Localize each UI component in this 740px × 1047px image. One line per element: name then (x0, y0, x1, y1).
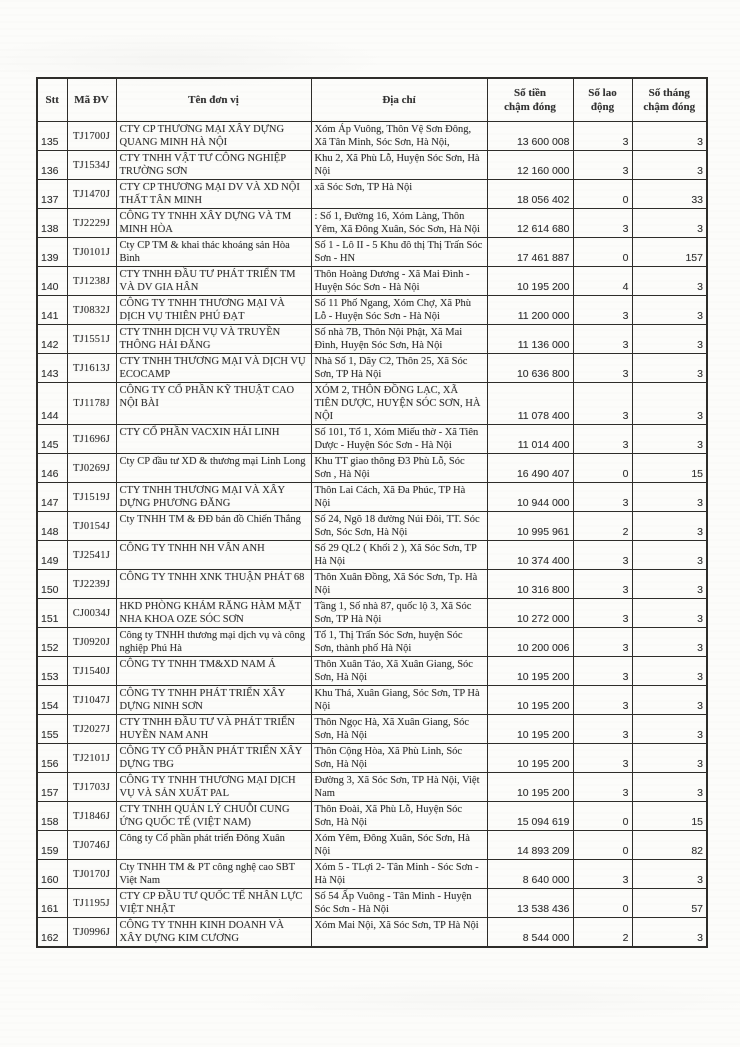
table-row (37, 860, 707, 889)
stt-cell: 160 (37, 860, 67, 889)
unit-code-cell: TJ1540J (67, 657, 116, 686)
address-cell: Thôn Lai Cách, Xã Đa Phúc, TP Hà Nội (311, 483, 487, 512)
address-cell: Thôn Ngọc Hà, Xã Xuân Giang, Sóc Sơn, Hà Nội (311, 715, 487, 744)
table-row (37, 296, 707, 325)
workers-count-cell: 3 (573, 715, 632, 744)
table-row (37, 570, 707, 599)
workers-count-cell: 0 (573, 238, 632, 267)
workers-count-cell: 0 (573, 180, 632, 209)
stt-cell: 139 (37, 238, 67, 267)
table-row (37, 122, 707, 151)
unit-code-cell: TJ2101J (67, 744, 116, 773)
unit-name-cell: CÔNG TY TNHH THƯƠNG MẠI DỊCH VỤ VÀ SẢN XUẤT PAL (116, 773, 311, 802)
address-cell: Tầng 1, Số nhà 87, quốc lộ 3, Xã Sóc Sơn, TP Hà Nội (311, 599, 487, 628)
address-cell: Khu 2, Xã Phù Lỗ, Huyện Sóc Sơn, Hà Nội (311, 151, 487, 180)
workers-count-cell: 3 (573, 599, 632, 628)
stt-cell: 161 (37, 889, 67, 918)
address-cell: Xóm 5 - TLợi 2- Tân Minh - Sóc Sơn - Hà Nội (311, 860, 487, 889)
late-amount-cell: 12 160 000 (487, 151, 573, 180)
late-months-cell: 3 (632, 686, 707, 715)
table-row (37, 209, 707, 238)
stt-cell: 145 (37, 425, 67, 454)
late-amount-cell: 8 640 000 (487, 860, 573, 889)
unit-code-cell: CJ0034J (67, 599, 116, 628)
late-amount-cell: 11 014 400 (487, 425, 573, 454)
unit-name-cell: CTY TNHH DỊCH VỤ VÀ TRUYỀN THÔNG HẢI ĐĂNG (116, 325, 311, 354)
unit-code-cell: TJ1703J (67, 773, 116, 802)
unit-code-cell: TJ1178J (67, 383, 116, 425)
late-amount-cell: 11 136 000 (487, 325, 573, 354)
workers-count-cell: 3 (573, 209, 632, 238)
header-late-amount: Số tiền chậm đóng (487, 78, 573, 122)
table-row (37, 715, 707, 744)
unit-code-cell: TJ1613J (67, 354, 116, 383)
stt-cell: 153 (37, 657, 67, 686)
address-cell: Nhà Số 1, Dãy C2, Thôn 25, Xã Sóc Sơn, TP Hà Nội (311, 354, 487, 383)
address-cell: Thôn Cộng Hòa, Xã Phù Linh, Sóc Sơn, Hà Nội (311, 744, 487, 773)
unit-code-cell: TJ2027J (67, 715, 116, 744)
workers-count-cell: 3 (573, 383, 632, 425)
unit-name-cell: CÔNG TY TNHH XÂY DỰNG VÀ TM MINH HÒA (116, 209, 311, 238)
unit-name-cell: CÔNG TY TNHH XNK THUẬN PHÁT 68 (116, 570, 311, 599)
unit-code-cell: TJ1195J (67, 889, 116, 918)
late-amount-cell: 10 944 000 (487, 483, 573, 512)
address-cell: Khu TT giao thông Đ3 Phù Lỗ, Sóc Sơn , Hà Nội (311, 454, 487, 483)
workers-count-cell: 2 (573, 918, 632, 948)
late-months-cell: 3 (632, 512, 707, 541)
workers-count-cell: 3 (573, 628, 632, 657)
address-cell: Xóm Áp Vuông, Thôn Vệ Sơn Đông, Xã Tân Minh, Sóc Sơn, Hà Nội, (311, 122, 487, 151)
unit-name-cell: CTY CP THƯƠNG MẠI DV VÀ XD NỘI THẤT TÂN MINH (116, 180, 311, 209)
workers-count-cell: 4 (573, 267, 632, 296)
late-months-cell: 3 (632, 918, 707, 948)
unit-name-cell: CÔNG TY CỔ PHẦN KỸ THUẬT CAO NỘI BÀI (116, 383, 311, 425)
late-months-cell: 3 (632, 483, 707, 512)
table-body (37, 122, 707, 948)
unit-code-cell: TJ1846J (67, 802, 116, 831)
late-months-cell: 57 (632, 889, 707, 918)
table-row (37, 657, 707, 686)
late-months-cell: 3 (632, 209, 707, 238)
stt-cell: 149 (37, 541, 67, 570)
table-row (37, 238, 707, 267)
workers-count-cell: 3 (573, 425, 632, 454)
stt-cell: 154 (37, 686, 67, 715)
unit-name-cell: CTY CP THƯƠNG MẠI XÂY DỰNG QUANG MINH HÀ NỘI (116, 122, 311, 151)
unit-name-cell: CÔNG TY CỔ PHẦN PHÁT TRIỂN XÂY DỰNG TBG (116, 744, 311, 773)
late-amount-cell: 10 200 006 (487, 628, 573, 657)
late-months-cell: 157 (632, 238, 707, 267)
workers-count-cell: 0 (573, 802, 632, 831)
workers-count-cell: 3 (573, 860, 632, 889)
unit-name-cell: Cty TNHH TM & ĐĐ bản đồ Chiến Thắng (116, 512, 311, 541)
stt-cell: 140 (37, 267, 67, 296)
late-months-cell: 3 (632, 744, 707, 773)
late-amount-cell: 10 195 200 (487, 715, 573, 744)
late-amount-cell: 13 600 008 (487, 122, 573, 151)
late-amount-cell: 10 636 800 (487, 354, 573, 383)
table-row (37, 831, 707, 860)
table-row (37, 918, 707, 948)
unit-name-cell: CÔNG TY TNHH PHÁT TRIỂN XÂY DỰNG NINH SƠN (116, 686, 311, 715)
header-row (37, 78, 707, 122)
unit-code-cell: TJ0170J (67, 860, 116, 889)
stt-cell: 150 (37, 570, 67, 599)
workers-count-cell: 3 (573, 570, 632, 599)
unit-name-cell: CTY TNHH QUẢN LÝ CHUỖI CUNG ỨNG QUỐC TẾ (VIỆT NAM) (116, 802, 311, 831)
unit-name-cell: CTY TNHH THƯƠNG MẠI VÀ XÂY DỰNG PHƯƠNG ĐĂNG (116, 483, 311, 512)
table-row (37, 686, 707, 715)
unit-code-cell: TJ2229J (67, 209, 116, 238)
address-cell: Số 1 - Lô II - 5 Khu đô thị Thị Trấn Sóc Sơn - HN (311, 238, 487, 267)
late-payment-table (36, 77, 708, 948)
address-cell: Số 101, Tổ 1, Xóm Miếu thờ - Xã Tiên Dược - Huyện Sóc Sơn - Hà Nội (311, 425, 487, 454)
unit-code-cell: TJ0920J (67, 628, 116, 657)
unit-code-cell: TJ1238J (67, 267, 116, 296)
late-amount-cell: 13 538 436 (487, 889, 573, 918)
workers-count-cell: 3 (573, 744, 632, 773)
unit-code-cell: TJ1551J (67, 325, 116, 354)
address-cell: Thôn Đoài, Xã Phù Lỗ, Huyện Sóc Sơn, Hà Nội (311, 802, 487, 831)
workers-count-cell: 3 (573, 325, 632, 354)
stt-cell: 158 (37, 802, 67, 831)
workers-count-cell: 3 (573, 773, 632, 802)
table-row (37, 802, 707, 831)
unit-code-cell: TJ2541J (67, 541, 116, 570)
late-months-cell: 3 (632, 599, 707, 628)
table-row (37, 325, 707, 354)
workers-count-cell: 2 (573, 512, 632, 541)
late-months-cell: 3 (632, 541, 707, 570)
table-row (37, 599, 707, 628)
stt-cell: 137 (37, 180, 67, 209)
late-months-cell: 3 (632, 773, 707, 802)
workers-count-cell: 3 (573, 483, 632, 512)
table-row (37, 267, 707, 296)
stt-cell: 148 (37, 512, 67, 541)
address-cell: Số 11 Phố Ngang, Xóm Chợ, Xã Phù Lỗ - Huyện Sóc Sơn - Hà Nội (311, 296, 487, 325)
late-amount-cell: 12 614 680 (487, 209, 573, 238)
table-header (37, 78, 707, 122)
stt-cell: 157 (37, 773, 67, 802)
workers-count-cell: 3 (573, 541, 632, 570)
workers-count-cell: 3 (573, 122, 632, 151)
unit-name-cell: CÔNG TY TNHH KINH DOANH VÀ XÂY DỰNG KIM CƯƠNG (116, 918, 311, 948)
workers-count-cell: 3 (573, 354, 632, 383)
unit-code-cell: TJ0746J (67, 831, 116, 860)
address-cell: Đường 3, Xã Sóc Sơn, TP Hà Nội, Việt Nam (311, 773, 487, 802)
unit-code-cell: TJ0269J (67, 454, 116, 483)
unit-code-cell: TJ1700J (67, 122, 116, 151)
table-row (37, 383, 707, 425)
late-amount-cell: 10 272 000 (487, 599, 573, 628)
unit-name-cell: CTY TNHH ĐẦU TƯ PHÁT TRIỂN TM VÀ DV GIA HÂN (116, 267, 311, 296)
unit-name-cell: CTY TNHH VẬT TƯ CÔNG NGHIỆP TRƯỜNG SƠN (116, 151, 311, 180)
late-months-cell: 3 (632, 296, 707, 325)
late-amount-cell: 18 056 402 (487, 180, 573, 209)
header-unit-code: Mã ĐV (67, 78, 116, 122)
late-amount-cell: 10 374 400 (487, 541, 573, 570)
address-cell: xã Sóc Sơn, TP Hà Nội (311, 180, 487, 209)
unit-name-cell: CÔNG TY TNHH THƯƠNG MẠI VÀ DỊCH VỤ THIÊN PHÚ ĐẠT (116, 296, 311, 325)
unit-name-cell: CTY CP ĐẦU TƯ QUỐC TẾ NHÂN LỰC VIỆT NHẬT (116, 889, 311, 918)
address-cell: Thôn Xuân Đồng, Xã Sóc Sơn, Tp. Hà Nội (311, 570, 487, 599)
unit-name-cell: CÔNG TY TNHH NH VÂN ANH (116, 541, 311, 570)
late-months-cell: 3 (632, 715, 707, 744)
stt-cell: 155 (37, 715, 67, 744)
table-row (37, 773, 707, 802)
table-row (37, 512, 707, 541)
late-amount-cell: 10 195 200 (487, 744, 573, 773)
table-row (37, 425, 707, 454)
table-row (37, 151, 707, 180)
unit-code-cell: TJ1696J (67, 425, 116, 454)
address-cell: Tổ 1, Thị Trấn Sóc Sơn, huyện Sóc Sơn, thành phố Hà Nội (311, 628, 487, 657)
late-amount-cell: 10 195 200 (487, 267, 573, 296)
unit-name-cell: CÔNG TY TNHH TM&XD NAM Á (116, 657, 311, 686)
address-cell: Số nhà 7B, Thôn Nội Phật, Xã Mai Đình, Huyện Sóc Sơn, Hà Nội (311, 325, 487, 354)
unit-code-cell: TJ0996J (67, 918, 116, 948)
late-months-cell: 33 (632, 180, 707, 209)
address-cell: : Số 1, Đường 16, Xóm Làng, Thôn Yêm, Xã Đông Xuân, Sóc Sơn, Hà Nội (311, 209, 487, 238)
stt-cell: 138 (37, 209, 67, 238)
late-months-cell: 3 (632, 425, 707, 454)
unit-name-cell: Công ty TNHH thương mại dịch vụ và công nghiệp Phú Hà (116, 628, 311, 657)
late-months-cell: 15 (632, 802, 707, 831)
late-amount-cell: 14 893 209 (487, 831, 573, 860)
late-months-cell: 82 (632, 831, 707, 860)
address-cell: Xóm Mai Nội, Xã Sóc Sơn, TP Hà Nội (311, 918, 487, 948)
table-row (37, 889, 707, 918)
late-amount-cell: 10 195 200 (487, 657, 573, 686)
address-cell: Khu Thá, Xuân Giang, Sóc Sơn, TP Hà Nội (311, 686, 487, 715)
unit-name-cell: HKD PHÒNG KHÁM RĂNG HÀM MẶT NHA KHOA OZE SÓC SƠN (116, 599, 311, 628)
address-cell: Số 24, Ngõ 18 đường Núi Đôi, TT. Sóc Sơn, Sóc Sơn, Hà Nội (311, 512, 487, 541)
address-cell: Xóm Yêm, Đông Xuân, Sóc Sơn, Hà Nội (311, 831, 487, 860)
workers-count-cell: 0 (573, 889, 632, 918)
late-amount-cell: 15 094 619 (487, 802, 573, 831)
table-row (37, 180, 707, 209)
unit-name-cell: CTY CỔ PHẦN VACXIN HẢI LINH (116, 425, 311, 454)
stt-cell: 156 (37, 744, 67, 773)
unit-name-cell: CTY TNHH ĐẦU TƯ VÀ PHÁT TRIỂN HUYỀN NAM ANH (116, 715, 311, 744)
workers-count-cell: 0 (573, 454, 632, 483)
unit-name-cell: Cty TNHH TM & PT công nghệ cao SBT Việt Nam (116, 860, 311, 889)
unit-code-cell: TJ0832J (67, 296, 116, 325)
address-cell: Số 29 QL2 ( Khối 2 ), Xã Sóc Sơn, TP Hà Nội (311, 541, 487, 570)
address-cell: Thôn Hoàng Dương - Xã Mai Đình - Huyện Sóc Sơn - Hà Nội (311, 267, 487, 296)
late-months-cell: 3 (632, 151, 707, 180)
unit-name-cell: CTY TNHH THƯƠNG MẠI VÀ DỊCH VỤ ECOCAMP (116, 354, 311, 383)
unit-code-cell: TJ2239J (67, 570, 116, 599)
table-row (37, 483, 707, 512)
unit-code-cell: TJ1534J (67, 151, 116, 180)
unit-name-cell: Cty CP TM & khai thác khoáng sản Hòa Bình (116, 238, 311, 267)
workers-count-cell: 3 (573, 296, 632, 325)
stt-cell: 151 (37, 599, 67, 628)
workers-count-cell: 3 (573, 657, 632, 686)
late-amount-cell: 11 078 400 (487, 383, 573, 425)
late-amount-cell: 10 316 800 (487, 570, 573, 599)
late-amount-cell: 10 195 200 (487, 773, 573, 802)
header-unit-name: Tên đơn vị (116, 78, 311, 122)
stt-cell: 135 (37, 122, 67, 151)
late-amount-cell: 16 490 407 (487, 454, 573, 483)
late-months-cell: 3 (632, 122, 707, 151)
stt-cell: 144 (37, 383, 67, 425)
unit-name-cell: Cty CP đầu tư XD & thương mại Linh Long (116, 454, 311, 483)
table-row (37, 744, 707, 773)
late-months-cell: 15 (632, 454, 707, 483)
late-months-cell: 3 (632, 570, 707, 599)
unit-code-cell: TJ1519J (67, 483, 116, 512)
address-cell: Thôn Xuân Tảo, Xã Xuân Giang, Sóc Sơn, Hà Nội (311, 657, 487, 686)
late-amount-cell: 10 195 200 (487, 686, 573, 715)
address-cell: Số 54 Ấp Vuông - Tân Minh - Huyện Sóc Sơn - Hà Nội (311, 889, 487, 918)
stt-cell: 136 (37, 151, 67, 180)
table-row (37, 628, 707, 657)
workers-count-cell: 3 (573, 686, 632, 715)
unit-code-cell: TJ0101J (67, 238, 116, 267)
header-address: Địa chỉ (311, 78, 487, 122)
table-row (37, 541, 707, 570)
stt-cell: 141 (37, 296, 67, 325)
stt-cell: 147 (37, 483, 67, 512)
late-months-cell: 3 (632, 354, 707, 383)
stt-cell: 152 (37, 628, 67, 657)
stt-cell: 162 (37, 918, 67, 948)
late-amount-cell: 11 200 000 (487, 296, 573, 325)
stt-cell: 142 (37, 325, 67, 354)
address-cell: XÓM 2, THÔN ĐỒNG LẠC, XÃ TIÊN DƯỢC, HUYỆN SÓC SƠN, HÀ NỘI (311, 383, 487, 425)
late-months-cell: 3 (632, 325, 707, 354)
table-row (37, 354, 707, 383)
header-late-months: Số tháng chậm đóng (632, 78, 707, 122)
late-months-cell: 3 (632, 383, 707, 425)
stt-cell: 159 (37, 831, 67, 860)
late-months-cell: 3 (632, 860, 707, 889)
header-workers-count: Số lao động (573, 78, 632, 122)
header-stt: Stt (37, 78, 67, 122)
table-row (37, 454, 707, 483)
workers-count-cell: 0 (573, 831, 632, 860)
late-months-cell: 3 (632, 628, 707, 657)
unit-name-cell: Công ty Cổ phần phát triển Đông Xuân (116, 831, 311, 860)
late-months-cell: 3 (632, 657, 707, 686)
workers-count-cell: 3 (573, 151, 632, 180)
unit-code-cell: TJ1047J (67, 686, 116, 715)
late-amount-cell: 8 544 000 (487, 918, 573, 948)
stt-cell: 146 (37, 454, 67, 483)
late-months-cell: 3 (632, 267, 707, 296)
stt-cell: 143 (37, 354, 67, 383)
late-amount-cell: 10 995 961 (487, 512, 573, 541)
unit-code-cell: TJ1470J (67, 180, 116, 209)
late-amount-cell: 17 461 887 (487, 238, 573, 267)
unit-code-cell: TJ0154J (67, 512, 116, 541)
